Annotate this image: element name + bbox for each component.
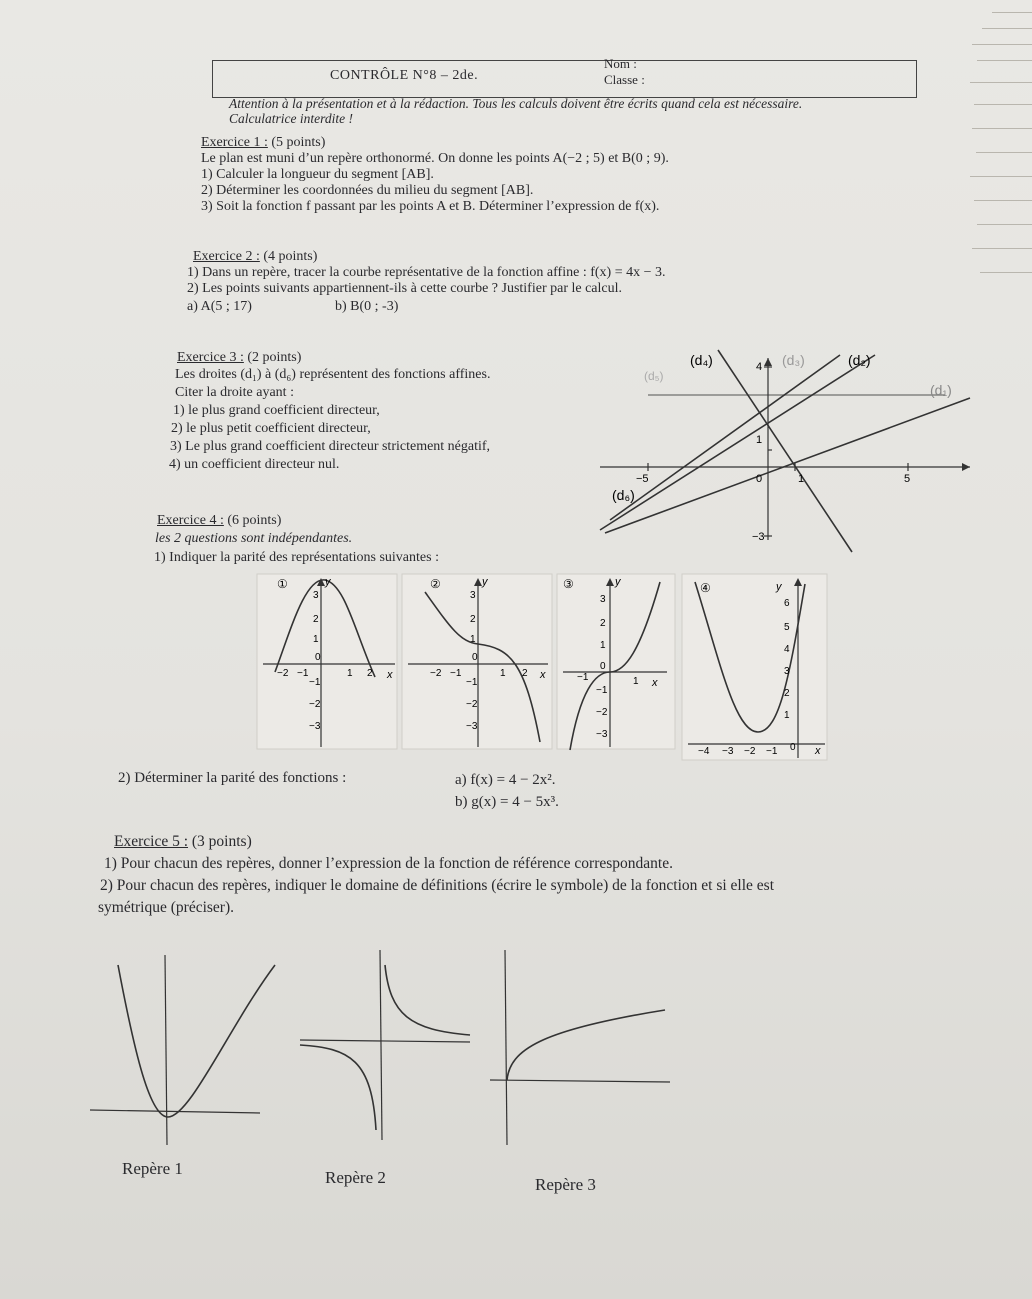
svg-text:−2: −2: [466, 699, 478, 710]
svg-text:−1: −1: [297, 668, 309, 679]
tick-y-4: 4: [756, 361, 763, 373]
line-d6: [605, 398, 970, 533]
ex2-q2: 2) Les points suivants appartiennent-ils à cette courbe ? Justifier par le calcul.: [187, 281, 623, 296]
svg-text:0: 0: [315, 652, 321, 663]
graph-3-number: ③: [563, 577, 574, 591]
ex3-q3: 3) Le plus grand coefficient directeur strictement négatif,: [170, 439, 491, 454]
ex2-q1: 1) Dans un repère, tracer la courbe représentative de la fonction affine : f(x) = 4x − 3.: [187, 265, 666, 280]
ex3-title: [177, 350, 301, 366]
ex3-q2: 2) le plus petit coefficient directeur,: [171, 421, 371, 436]
ex4-qa: a) f(x) = 4 − 2x².: [455, 772, 556, 788]
class-label: Classe :: [604, 72, 645, 87]
parity-graph-3: [557, 574, 675, 750]
svg-text:−2: −2: [596, 707, 608, 718]
svg-text:1: 1: [470, 634, 476, 645]
ex1-points: (5 points): [271, 135, 326, 150]
label-d2: (d₂): [848, 352, 871, 368]
ex5-q2-line2: symétrique (préciser).: [98, 899, 234, 916]
label-d3: (d₃): [782, 352, 805, 368]
svg-text:2: 2: [470, 614, 476, 625]
repere-3-label: Repère 3: [535, 1175, 596, 1194]
ex4-qb: b) g(x) = 4 − 5x³.: [455, 794, 559, 810]
notice-line-2: Calculatrice interdite !: [229, 111, 353, 126]
parity-graph-4: [682, 574, 827, 760]
svg-text:−2: −2: [430, 668, 442, 679]
ex3-lines-graph: [590, 340, 980, 555]
label-d4: (d₄): [690, 352, 713, 368]
svg-text:2: 2: [600, 618, 606, 629]
svg-text:−1: −1: [577, 672, 589, 683]
svg-text:−1: −1: [766, 746, 778, 757]
svg-text:2: 2: [522, 668, 528, 679]
svg-text:0: 0: [472, 652, 478, 663]
svg-text:2: 2: [313, 614, 319, 625]
svg-text:1: 1: [633, 676, 639, 687]
ex4-note: les 2 questions sont indépendantes.: [155, 531, 353, 546]
svg-text:1: 1: [784, 710, 790, 721]
repere-2-label: Repère 2: [325, 1168, 386, 1187]
graph-2-y-label: y: [482, 576, 488, 588]
ex2-heading: Exercice 2 :: [193, 249, 260, 264]
hyperbola-branch-left: [300, 1045, 376, 1130]
exam-title: CONTRÔLE N°8 – 2de.: [330, 68, 479, 83]
svg-text:3: 3: [784, 666, 790, 677]
svg-text:−1: −1: [309, 677, 321, 688]
parity-graph-2: [402, 574, 552, 749]
hyperbola-branch-right: [385, 965, 470, 1035]
parity-graph-1: [257, 574, 397, 749]
graph-4-x-label: x: [815, 745, 821, 757]
svg-text:5: 5: [784, 622, 790, 633]
line-d2: [600, 355, 875, 530]
ex4-heading: Exercice 4 :: [157, 513, 224, 528]
graph-3-y-label: y: [615, 576, 621, 588]
svg-text:1: 1: [600, 640, 606, 651]
ex3-intro: Les droites (d₁) à (d₆) représentent des fonctions affines.: [175, 367, 491, 382]
header-box: [212, 60, 917, 98]
svg-text:4: 4: [784, 644, 790, 655]
ex4-parity-graphs: [255, 572, 830, 762]
ex5-points: (3 points): [191, 833, 252, 850]
svg-text:−2: −2: [309, 699, 321, 710]
tick-x-5: 5: [904, 473, 911, 485]
ex3-heading: Exercice 3 :: [177, 350, 244, 365]
svg-text:−1: −1: [596, 685, 608, 696]
ex3-q4: 4) un coefficient directeur nul.: [169, 457, 340, 472]
notice-line-1: Attention à la présentation et à la rédaction. Tous les calculs doivent être écrits quand cela est nécessaire.: [229, 96, 803, 111]
svg-text:−3: −3: [596, 729, 608, 740]
ex1-heading: Exercice 1 :: [201, 135, 268, 150]
tick-x-m5: −5: [636, 473, 649, 485]
ex2-qa: a) A(5 ; 17): [187, 299, 252, 314]
ex5-q2-line1: 2) Pour chacun des repères, indiquer le domaine de définitions (écrire le symbole) de la fonction et si elle est: [100, 877, 775, 894]
svg-text:3: 3: [600, 594, 606, 605]
svg-text:1: 1: [500, 668, 506, 679]
graph-1-number: ①: [277, 577, 288, 591]
label-d6: (d₆): [612, 487, 635, 503]
sqrt-curve: [507, 1010, 665, 1080]
graph-3-x-label: x: [652, 677, 658, 689]
svg-text:−4: −4: [698, 746, 710, 757]
ex1-q3: 3) Soit la fonction f passant par les points A et B. Déterminer l’expression de f(x).: [201, 199, 660, 214]
notebook-edge-lines: [952, 0, 1032, 300]
ex3-q1: 1) le plus grand coefficient directeur,: [173, 403, 380, 418]
svg-text:−3: −3: [466, 721, 478, 732]
svg-text:1: 1: [313, 634, 319, 645]
line-d4: [718, 350, 852, 552]
svg-text:3: 3: [470, 590, 476, 601]
svg-text:0: 0: [600, 661, 606, 672]
name-label: Nom :: [604, 56, 637, 71]
ex5-heading: Exercice 5 :: [114, 833, 189, 850]
repere-3-graph: [490, 950, 670, 1145]
tick-y-m3: −3: [752, 531, 765, 543]
ex1-intro: Le plan est muni d’un repère orthonormé. On donne les points A(−2 ; 5) et B(0 ; 9).: [201, 151, 669, 166]
ex4-q2: 2) Déterminer la parité des fonctions :: [118, 770, 347, 786]
ex3-y-arrow: [764, 358, 772, 366]
tick-x-1: 1: [798, 473, 805, 485]
repere-1-label: Repère 1: [122, 1159, 183, 1178]
graph-2-number: ②: [430, 577, 441, 591]
graph-4-number: ④: [700, 581, 711, 595]
ex3-points: (2 points): [247, 350, 302, 365]
ex5-title: [114, 834, 252, 850]
ex2-title: [193, 249, 317, 265]
graph-4-y-label: y: [776, 581, 782, 593]
tick-origin: 0: [756, 473, 763, 485]
svg-text:−1: −1: [450, 668, 462, 679]
parabola-curve: [118, 965, 275, 1117]
tick-y-1: 1: [756, 434, 763, 446]
svg-text:−2: −2: [277, 668, 289, 679]
ex4-title: [157, 513, 281, 529]
repere-1-graph: [90, 955, 275, 1145]
graph-1-x-label: x: [387, 669, 393, 681]
ex1-q2: 2) Déterminer les coordonnées du milieu du segment [AB].: [201, 183, 534, 198]
ex4-q1: 1) Indiquer la parité des représentations suivantes :: [154, 550, 439, 565]
ex2-points: (4 points): [263, 249, 318, 264]
svg-text:1: 1: [347, 668, 353, 679]
ex5-reference-graphs: [80, 945, 680, 1155]
repere-2-graph: [300, 950, 470, 1140]
ex4-points: (6 points): [227, 513, 282, 528]
label-d1: (d₁): [930, 382, 952, 398]
svg-text:−2: −2: [744, 746, 756, 757]
ex3-cite: Citer la droite ayant :: [175, 385, 294, 400]
svg-text:2: 2: [784, 688, 790, 699]
svg-text:3: 3: [313, 590, 319, 601]
ex1-q1: 1) Calculer la longueur du segment [AB].: [201, 167, 434, 182]
graph-2-x-label: x: [540, 669, 546, 681]
label-d5: (d₅): [644, 369, 664, 383]
svg-text:−1: −1: [466, 677, 478, 688]
ex5-q1: 1) Pour chacun des repères, donner l’expression de la fonction de référence correspondante.: [104, 855, 673, 872]
svg-text:2: 2: [367, 668, 373, 679]
svg-text:−3: −3: [309, 721, 321, 732]
ex2-qb: b) B(0 ; -3): [335, 299, 399, 314]
svg-text:−3: −3: [722, 746, 734, 757]
graph-1-y-label: y: [325, 576, 331, 588]
svg-text:0: 0: [790, 742, 796, 753]
svg-text:6: 6: [784, 598, 790, 609]
ex1-title: [201, 135, 325, 151]
ex3-x-arrow: [962, 463, 970, 471]
